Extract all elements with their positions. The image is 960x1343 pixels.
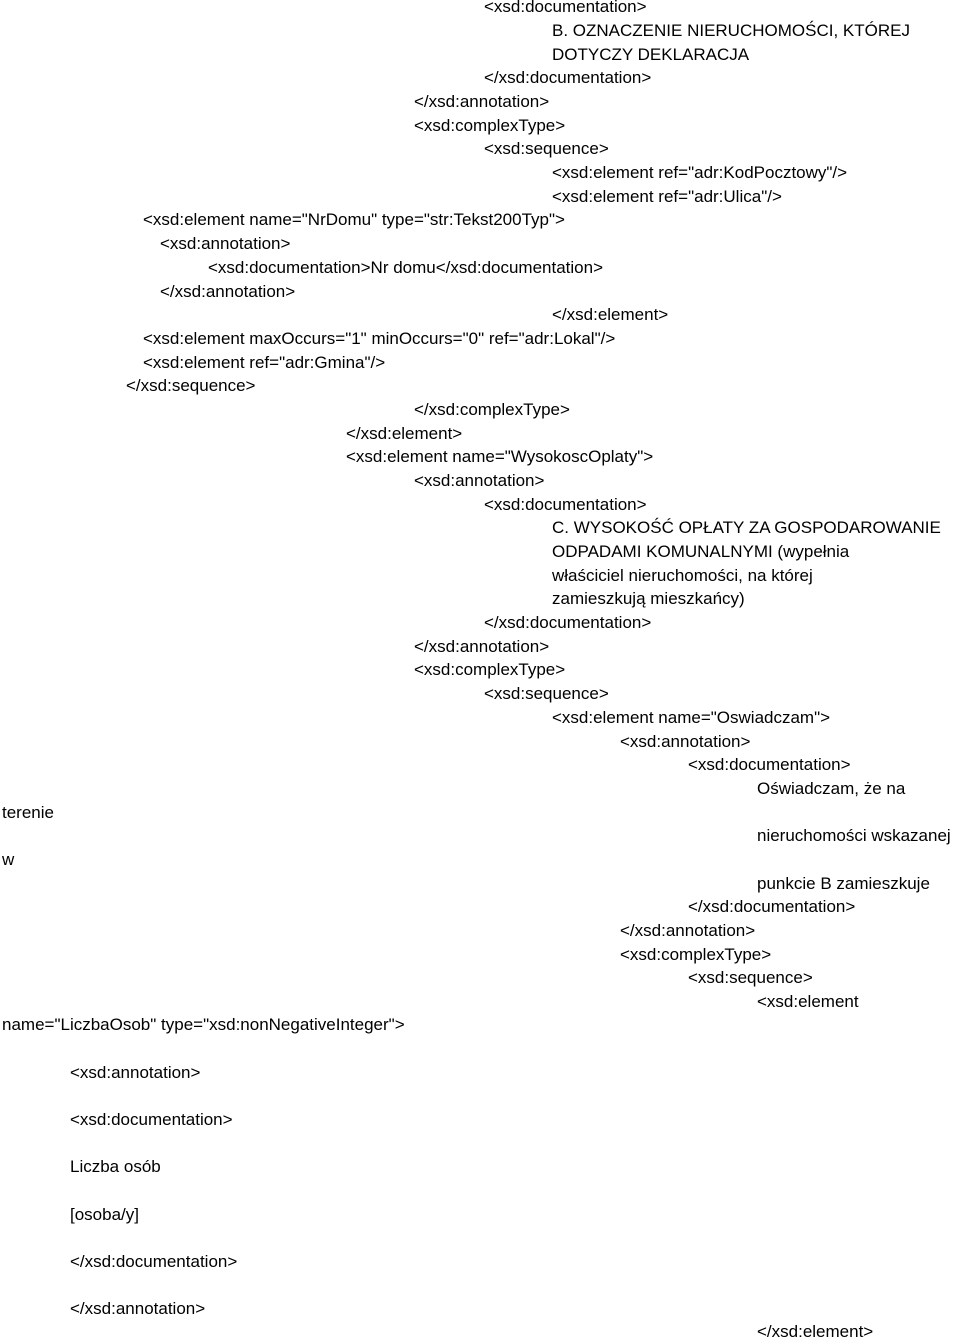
code-line: <xsd:element name="NrDomu" type="str:Tekst200Typ"> [143,210,565,229]
code-line: <xsd:sequence> [484,139,609,158]
code-line: </xsd:element> [757,1322,874,1341]
code-line: C. WYSOKOŚĆ OPŁATY ZA GOSPODAROWANIE [552,518,941,537]
code-line: </xsd:documentation> [70,1252,238,1271]
code-line: <xsd:complexType> [414,660,566,679]
code-line: w [2,850,15,869]
code-line: <xsd:documentation> [484,495,647,514]
code-line: </xsd:documentation> [484,613,652,632]
code-line: ODPADAMI KOMUNALNYMI (wypełnia [552,542,850,561]
code-line: B. OZNACZENIE NIERUCHOMOŚCI, KTÓREJ [552,21,910,40]
code-line: <xsd:element [757,992,859,1011]
code-line: <xsd:documentation> [688,755,851,774]
code-line: name="LiczbaOsob" type="xsd:nonNegativeInteger"> [2,1015,405,1034]
code-line: punkcie B zamieszkuje [757,874,930,893]
code-line: </xsd:documentation> [688,897,856,916]
code-line: terenie [2,803,54,822]
code-line: </xsd:annotation> [620,921,756,940]
code-line: <xsd:element ref="adr:KodPocztowy"/> [552,163,848,182]
code-line: właściciel nieruchomości, na której [552,566,813,585]
code-line: nieruchomości wskazanej [757,826,951,845]
code-line: </xsd:element> [346,424,463,443]
code-line: <xsd:annotation> [620,732,751,751]
code-line: <xsd:element name="Oswiadczam"> [552,708,831,727]
code-line: <xsd:sequence> [688,968,813,987]
code-line: <xsd:complexType> [414,116,566,135]
code-line: <xsd:element name="WysokoscOplaty"> [346,447,654,466]
code-line: <xsd:documentation> [70,1110,233,1129]
code-line: </xsd:annotation> [414,637,550,656]
code-line: zamieszkują mieszkańcy) [552,589,745,608]
code-line: DOTYCZY DEKLARACJA [552,45,750,64]
code-line: Oświadczam, że na [757,779,906,798]
code-line: <xsd:annotation> [414,471,545,490]
code-line: </xsd:documentation> [484,68,652,87]
code-line: <xsd:complexType> [620,945,772,964]
code-line: <xsd:documentation>Nr domu</xsd:documentation> [208,258,604,277]
code-line: [osoba/y] [70,1205,139,1224]
code-line: <xsd:sequence> [484,684,609,703]
code-line: <xsd:documentation> [484,0,647,16]
code-line: <xsd:element maxOccurs="1" minOccurs="0" ref="adr:Lokal"/> [143,329,616,348]
code-line: Liczba osób [70,1157,161,1176]
code-line: <xsd:element ref="adr:Ulica"/> [552,187,782,206]
code-line: </xsd:annotation> [414,92,550,111]
code-line: <xsd:element ref="adr:Gmina"/> [143,353,386,372]
code-line: </xsd:element> [552,305,669,324]
code-line: </xsd:annotation> [160,282,296,301]
code-line: </xsd:complexType> [414,400,570,419]
code-line: </xsd:annotation> [70,1299,206,1318]
code-line: <xsd:annotation> [70,1063,201,1082]
code-line: <xsd:annotation> [160,234,291,253]
code-line: </xsd:sequence> [126,376,256,395]
